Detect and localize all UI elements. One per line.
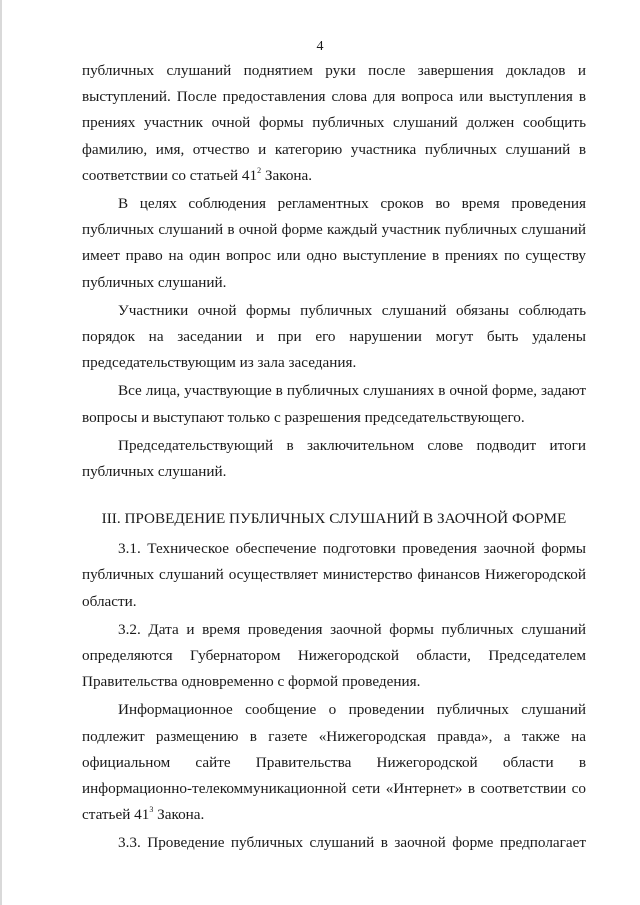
- paragraph-chair-summary: Председательствующий в заключительном слове подводит итоги публичных слушаний.: [82, 436, 586, 481]
- paragraph-regulation-time: В целях соблюдения регламентных сроков во время проведения публичных слушаний в очной форме каждый участник публичных слушаний имеет право на один вопрос или одно выступление в прениях по существу публичных слушаний.: [82, 195, 586, 291]
- paragraph-order-obligation: Участники очной формы публичных слушаний обязаны соблюдать порядок на заседании и при его нарушении могут быть удалены председательствующим из зала заседания.: [82, 301, 586, 372]
- paragraph-text: Информационное сообщение о проведении публичных слушаний подлежит размещению в газете «Нижегородская правда», а также на официальном сайте Правительства Нижегородской области в информационно-телекоммуникационной сети «Интернет» в соответствии со статьей 41: [82, 701, 586, 824]
- paragraph-text: публичных слушаний поднятием руки после завершения докладов и выступлений. После предоставления слова для вопроса или выступления в прениях участник очной формы публичных слушаний должен сообщить фамилию, имя, отчество и категорию участника публичных слушаний в соответствии со статьей 41: [82, 62, 586, 184]
- paragraph-tail: Закона.: [153, 806, 205, 824]
- article-superscript: 3: [149, 805, 154, 815]
- paragraph-tail: Закона.: [261, 166, 313, 184]
- paragraph-info-message: [82, 697, 586, 828]
- document-body: [82, 58, 586, 859]
- paragraph-questions-procedure: [82, 58, 586, 189]
- page-left-edge: [0, 0, 2, 905]
- section-heading: III. ПРОВЕДЕНИЕ ПУБЛИЧНЫХ СЛУШАНИЙ В ЗАОЧНОЙ ФОРМЕ: [101, 510, 567, 528]
- paragraph-3-1: 3.1. Техническое обеспечение подготовки проведения заочной формы публичных слушаний осуществляет министерство финансов Нижегородской области.: [82, 540, 586, 610]
- paragraph-3-2: 3.2. Дата и время проведения заочной формы публичных слушаний определяются Губернатором Нижегородской области, Председателем Правительства одновременно с формой проведения.: [82, 620, 586, 691]
- paragraph-chair-permission: Все лица, участвующие в публичных слушаниях в очной форме, задают вопросы и выступают только с разрешения председательствующего.: [82, 382, 586, 426]
- page-number: 4: [316, 39, 324, 54]
- paragraph-3-3: 3.3. Проведение публичных слушаний в заочной форме предполагает: [118, 834, 586, 852]
- article-superscript: 2: [257, 165, 262, 175]
